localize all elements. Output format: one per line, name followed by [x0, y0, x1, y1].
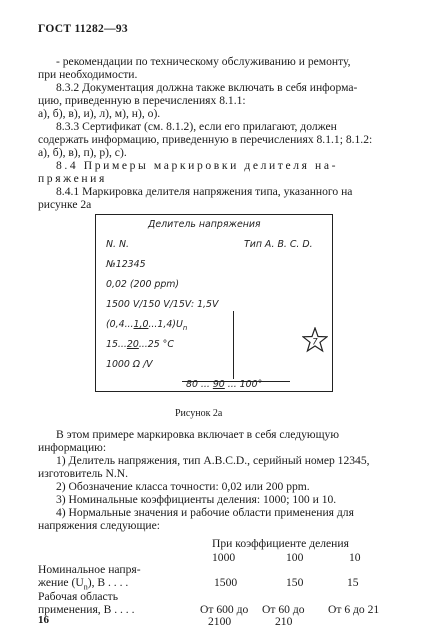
table-cell: 15: [347, 576, 359, 589]
text-line: 4) Нормальные значения и рабочие области применения для: [56, 506, 354, 519]
frequency-scale: [186, 379, 262, 390]
table-cell: От 600 до: [200, 603, 249, 616]
star-badge-number: 7: [312, 337, 318, 348]
text-line: при необходимости.: [38, 68, 138, 81]
voltage-range-start: (0,4...: [106, 319, 134, 330]
table-cell: 150: [286, 576, 304, 589]
text-line: 8.3.2 Документация должна также включать в себя информа-: [56, 81, 358, 94]
standard-header: ГОСТ 11282—93: [38, 23, 128, 35]
page-number: 16: [38, 614, 49, 626]
table-cell: От 60 до: [262, 603, 305, 616]
scale-nominal: 90: [212, 379, 225, 390]
table-cell: От 6 до 21: [328, 603, 380, 616]
marking-figure: [95, 214, 333, 392]
text-line: 2) Обозначение класса точности: 0,02 или 200 ppm.: [56, 480, 310, 493]
table-col-1000: 1000: [212, 551, 236, 564]
voltage-range-nominal: 1,0: [133, 319, 149, 330]
text-line: а), б), в), и), л), м), н), о).: [38, 107, 161, 120]
row-label: применения, В . . . .: [38, 603, 135, 616]
accuracy-class: 0,02 (200 ppm): [106, 279, 180, 290]
temperature-nominal: 20: [126, 339, 139, 350]
text-line: цию, приведенную в перечислениях 8.1.1:: [38, 94, 246, 107]
text-line: 8.4.1 Маркировка делителя напряжения типа, указанного на: [56, 185, 353, 198]
serial-number: №12345: [106, 259, 146, 270]
scale-start: 80 ...: [186, 379, 210, 390]
table-cell: 2100: [208, 615, 232, 628]
temperature-end: ...25 °C: [138, 339, 174, 350]
text-line: напряжения следующие:: [38, 519, 160, 532]
text-line: 3) Номинальные коэффициенты деления: 1000; 100 и 10.: [56, 493, 337, 506]
text-line: В этом примере маркировка включает в себя следующую: [56, 428, 339, 441]
temperature-range: [106, 339, 174, 350]
star-icon: [302, 327, 328, 353]
text-line: изготовитель N.N.: [38, 467, 129, 480]
table-cell: 210: [275, 615, 293, 628]
section-heading: 8.4 Примеры маркировки делителя на-: [56, 159, 339, 172]
text-line: 1) Делитель напряжения, тип A.B.C.D., серийный номер 12345,: [56, 454, 370, 467]
table-header: При коэффициенте деления: [212, 537, 349, 550]
table-cell: 1500: [214, 576, 238, 589]
scale-end: ... 100°: [227, 379, 263, 390]
row-label: Номинальное напря-: [38, 563, 141, 576]
input-impedance: 1000 Ω /V: [106, 359, 153, 370]
table-col-100: 100: [286, 551, 304, 564]
scale-marker-line: [233, 311, 234, 379]
temperature-start: 15...: [106, 339, 127, 350]
text-line: 8.3.3 Сертификат (см. 8.1.2), если его прилагают, должен: [56, 120, 337, 133]
type-mark: Тип A. B. C. D.: [244, 239, 313, 250]
figure-caption: Рисунок 2а: [175, 408, 223, 419]
row-label: жение $(U_n)$, В . . . .: [38, 576, 129, 592]
text-line: а), б), в), п), р), с).: [38, 146, 127, 159]
text-line: рисунке 2а: [38, 198, 92, 211]
text-line: - рекомендации по техническому обслуживанию и ремонту,: [56, 55, 351, 68]
voltage-range-end: ...1,4)U: [148, 319, 183, 330]
voltage-subscript: n: [182, 323, 188, 332]
figure-title: Делитель напряжения: [148, 219, 261, 230]
division-ratios: 1500 V/150 V/15V: 1,5V: [106, 299, 219, 310]
voltage-range: [106, 319, 187, 332]
manufacturer-mark: N. N.: [106, 239, 129, 250]
table-col-10: 10: [349, 551, 361, 564]
text-line: содержать информацию, приведенную в перечислениях 8.1.1; 8.1.2:: [38, 133, 373, 146]
row-label: Рабочая область: [38, 590, 119, 603]
text-line: информацию:: [38, 441, 107, 454]
section-heading-cont: пряжения: [38, 172, 107, 185]
